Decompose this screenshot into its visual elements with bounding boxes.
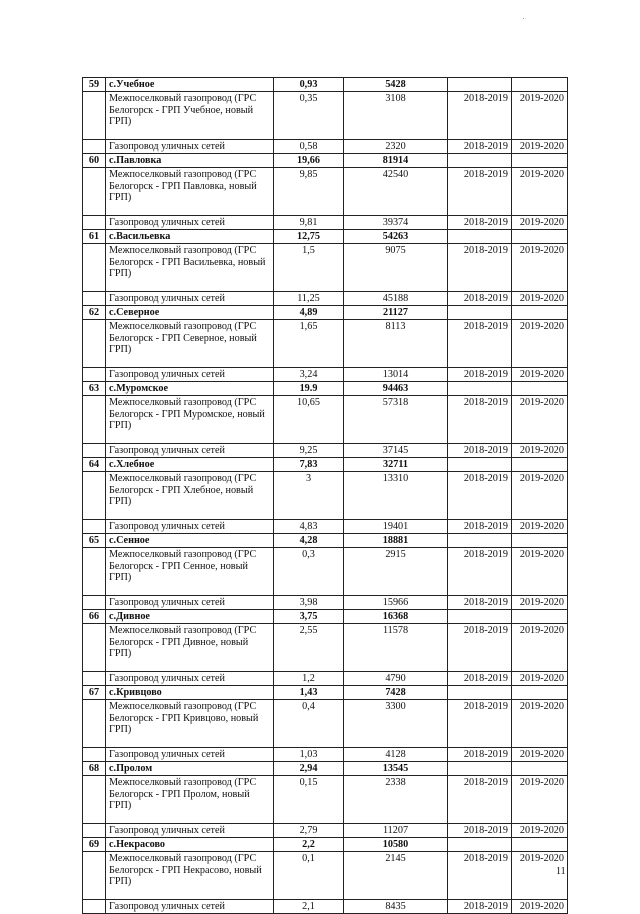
- street-pipeline-cost: 37145: [344, 444, 448, 458]
- inter-pipeline-name: Межпоселковый газопровод (ГРС Белогорск - ГРП Учебное, новый ГРП): [106, 92, 274, 140]
- inter-pipeline-length: 2,55: [274, 624, 344, 672]
- village-name: с.Дивное: [106, 610, 274, 624]
- village-length: 19.9: [274, 382, 344, 396]
- empty-cell: [512, 154, 568, 168]
- empty-cell: [448, 382, 512, 396]
- inter-pipeline-name: Межпоселковый газопровод (ГРС Белогорск - ГРП Муромское, новый ГРП): [106, 396, 274, 444]
- inter-pipeline-cost: 42540: [344, 168, 448, 216]
- inter-settlement-row: [83, 168, 568, 216]
- street-pipeline-name: Газопровод уличных сетей: [106, 824, 274, 838]
- inter-settlement-row: [83, 624, 568, 672]
- street-pipeline-length: 2,1: [274, 900, 344, 914]
- inter-pipeline-cost: 57318: [344, 396, 448, 444]
- row-number: 69: [83, 838, 106, 852]
- inter-pipeline-cost: 9075: [344, 244, 448, 292]
- street-network-row: [83, 672, 568, 686]
- street-pipeline-period-2: 2019-2020: [512, 824, 568, 838]
- inter-pipeline-cost: 2915: [344, 548, 448, 596]
- empty-cell: [83, 320, 106, 368]
- empty-cell: [83, 776, 106, 824]
- village-length: 3,75: [274, 610, 344, 624]
- empty-cell: [448, 458, 512, 472]
- street-pipeline-name: Газопровод уличных сетей: [106, 368, 274, 382]
- inter-pipeline-name: Межпоселковый газопровод (ГРС Белогорск - ГРП Павловка, новый ГРП): [106, 168, 274, 216]
- empty-cell: [448, 686, 512, 700]
- empty-cell: [512, 230, 568, 244]
- empty-cell: [448, 534, 512, 548]
- empty-cell: [83, 900, 106, 914]
- inter-pipeline-length: 3: [274, 472, 344, 520]
- village-name: с.Кривцово: [106, 686, 274, 700]
- street-pipeline-period-1: 2018-2019: [448, 672, 512, 686]
- row-number: 61: [83, 230, 106, 244]
- village-row: [83, 78, 568, 92]
- street-pipeline-period-2: 2019-2020: [512, 596, 568, 610]
- inter-pipeline-period-2: 2019-2020: [512, 852, 568, 900]
- gas-pipeline-table: [82, 77, 568, 914]
- street-pipeline-length: 4,83: [274, 520, 344, 534]
- village-length: 1,43: [274, 686, 344, 700]
- street-pipeline-period-2: 2019-2020: [512, 520, 568, 534]
- inter-pipeline-cost: 8113: [344, 320, 448, 368]
- empty-cell: [512, 382, 568, 396]
- inter-pipeline-period-1: 2018-2019: [448, 700, 512, 748]
- inter-pipeline-name: Межпоселковый газопровод (ГРС Белогорск - ГРП Пролом, новый ГРП): [106, 776, 274, 824]
- empty-cell: [83, 472, 106, 520]
- street-pipeline-name: Газопровод уличных сетей: [106, 444, 274, 458]
- empty-cell: [83, 444, 106, 458]
- village-length: 19,66: [274, 154, 344, 168]
- village-name: с.Пролом: [106, 762, 274, 776]
- row-number: 65: [83, 534, 106, 548]
- street-pipeline-period-2: 2019-2020: [512, 140, 568, 154]
- village-row: [83, 686, 568, 700]
- village-length: 2,94: [274, 762, 344, 776]
- empty-cell: [448, 230, 512, 244]
- village-name: с.Сенное: [106, 534, 274, 548]
- row-number: 67: [83, 686, 106, 700]
- scan-speck: [523, 18, 524, 19]
- street-pipeline-period-2: 2019-2020: [512, 748, 568, 762]
- street-pipeline-length: 1,03: [274, 748, 344, 762]
- inter-pipeline-length: 1,65: [274, 320, 344, 368]
- empty-cell: [83, 852, 106, 900]
- inter-pipeline-length: 0,35: [274, 92, 344, 140]
- village-length: 0,93: [274, 78, 344, 92]
- village-cost: 16368: [344, 610, 448, 624]
- inter-settlement-row: [83, 700, 568, 748]
- empty-cell: [448, 306, 512, 320]
- empty-cell: [83, 168, 106, 216]
- street-pipeline-length: 0,58: [274, 140, 344, 154]
- empty-cell: [83, 520, 106, 534]
- village-cost: 13545: [344, 762, 448, 776]
- empty-cell: [448, 78, 512, 92]
- street-pipeline-cost: 15966: [344, 596, 448, 610]
- village-name: с.Павловка: [106, 154, 274, 168]
- street-pipeline-length: 3,98: [274, 596, 344, 610]
- inter-pipeline-length: 10,65: [274, 396, 344, 444]
- street-network-row: [83, 748, 568, 762]
- village-name: с.Муромское: [106, 382, 274, 396]
- village-length: 2,2: [274, 838, 344, 852]
- empty-cell: [512, 534, 568, 548]
- empty-cell: [512, 686, 568, 700]
- village-name: с.Учебное: [106, 78, 274, 92]
- empty-cell: [83, 244, 106, 292]
- empty-cell: [512, 306, 568, 320]
- inter-settlement-row: [83, 776, 568, 824]
- empty-cell: [83, 92, 106, 140]
- village-cost: 21127: [344, 306, 448, 320]
- street-pipeline-period-2: 2019-2020: [512, 444, 568, 458]
- street-pipeline-length: 2,79: [274, 824, 344, 838]
- street-pipeline-period-1: 2018-2019: [448, 596, 512, 610]
- street-pipeline-period-1: 2018-2019: [448, 140, 512, 154]
- inter-pipeline-period-1: 2018-2019: [448, 548, 512, 596]
- empty-cell: [512, 78, 568, 92]
- empty-cell: [83, 140, 106, 154]
- street-pipeline-name: Газопровод уличных сетей: [106, 672, 274, 686]
- empty-cell: [512, 610, 568, 624]
- village-row: [83, 458, 568, 472]
- street-pipeline-name: Газопровод уличных сетей: [106, 520, 274, 534]
- village-row: [83, 306, 568, 320]
- street-pipeline-period-1: 2018-2019: [448, 368, 512, 382]
- street-pipeline-period-1: 2018-2019: [448, 520, 512, 534]
- street-network-row: [83, 900, 568, 914]
- inter-settlement-row: [83, 548, 568, 596]
- street-pipeline-period-2: 2019-2020: [512, 900, 568, 914]
- inter-settlement-row: [83, 320, 568, 368]
- empty-cell: [448, 154, 512, 168]
- row-number: 66: [83, 610, 106, 624]
- inter-pipeline-cost: 13310: [344, 472, 448, 520]
- village-row: [83, 838, 568, 852]
- village-name: с.Васильевка: [106, 230, 274, 244]
- inter-settlement-row: [83, 396, 568, 444]
- inter-pipeline-length: 0,4: [274, 700, 344, 748]
- empty-cell: [512, 762, 568, 776]
- street-network-row: [83, 140, 568, 154]
- inter-pipeline-length: 0,1: [274, 852, 344, 900]
- empty-cell: [83, 548, 106, 596]
- street-network-row: [83, 368, 568, 382]
- inter-pipeline-cost: 11578: [344, 624, 448, 672]
- street-pipeline-cost: 4128: [344, 748, 448, 762]
- inter-pipeline-period-2: 2019-2020: [512, 244, 568, 292]
- inter-pipeline-length: 9,85: [274, 168, 344, 216]
- empty-cell: [512, 458, 568, 472]
- village-cost: 5428: [344, 78, 448, 92]
- inter-pipeline-period-1: 2018-2019: [448, 320, 512, 368]
- empty-cell: [83, 748, 106, 762]
- empty-cell: [512, 838, 568, 852]
- village-length: 7,83: [274, 458, 344, 472]
- inter-pipeline-length: 0,3: [274, 548, 344, 596]
- village-length: 4,28: [274, 534, 344, 548]
- street-pipeline-name: Газопровод уличных сетей: [106, 216, 274, 230]
- inter-pipeline-cost: 2145: [344, 852, 448, 900]
- inter-pipeline-period-2: 2019-2020: [512, 548, 568, 596]
- village-row: [83, 382, 568, 396]
- inter-pipeline-period-1: 2018-2019: [448, 92, 512, 140]
- row-number: 59: [83, 78, 106, 92]
- inter-pipeline-cost: 3108: [344, 92, 448, 140]
- inter-pipeline-period-2: 2019-2020: [512, 700, 568, 748]
- village-row: [83, 230, 568, 244]
- inter-pipeline-length: 1,5: [274, 244, 344, 292]
- street-pipeline-length: 9,25: [274, 444, 344, 458]
- inter-pipeline-period-2: 2019-2020: [512, 776, 568, 824]
- empty-cell: [83, 292, 106, 306]
- street-pipeline-cost: 39374: [344, 216, 448, 230]
- inter-pipeline-period-1: 2018-2019: [448, 852, 512, 900]
- street-pipeline-period-2: 2019-2020: [512, 216, 568, 230]
- inter-pipeline-name: Межпоселковый газопровод (ГРС Белогорск - ГРП Северное, новый ГРП): [106, 320, 274, 368]
- inter-pipeline-cost: 3300: [344, 700, 448, 748]
- village-cost: 32711: [344, 458, 448, 472]
- street-pipeline-name: Газопровод уличных сетей: [106, 292, 274, 306]
- street-network-row: [83, 292, 568, 306]
- empty-cell: [83, 824, 106, 838]
- empty-cell: [448, 762, 512, 776]
- table-body: [83, 78, 568, 914]
- inter-pipeline-period-1: 2018-2019: [448, 396, 512, 444]
- street-pipeline-cost: 4790: [344, 672, 448, 686]
- village-row: [83, 610, 568, 624]
- inter-pipeline-name: Межпоселковый газопровод (ГРС Белогорск - ГРП Кривцово, новый ГРП): [106, 700, 274, 748]
- street-pipeline-period-1: 2018-2019: [448, 216, 512, 230]
- inter-pipeline-length: 0,15: [274, 776, 344, 824]
- village-row: [83, 154, 568, 168]
- inter-pipeline-period-2: 2019-2020: [512, 624, 568, 672]
- row-number: 64: [83, 458, 106, 472]
- village-cost: 18881: [344, 534, 448, 548]
- street-pipeline-length: 1,2: [274, 672, 344, 686]
- inter-pipeline-name: Межпоселковый газопровод (ГРС Белогорск - ГРП Сенное, новый ГРП): [106, 548, 274, 596]
- empty-cell: [448, 610, 512, 624]
- street-pipeline-name: Газопровод уличных сетей: [106, 900, 274, 914]
- street-pipeline-cost: 11207: [344, 824, 448, 838]
- empty-cell: [83, 596, 106, 610]
- empty-cell: [83, 368, 106, 382]
- street-pipeline-length: 11,25: [274, 292, 344, 306]
- street-pipeline-cost: 13014: [344, 368, 448, 382]
- inter-pipeline-name: Межпоселковый газопровод (ГРС Белогорск - ГРП Васильевка, новый ГРП): [106, 244, 274, 292]
- inter-pipeline-cost: 2338: [344, 776, 448, 824]
- village-length: 4,89: [274, 306, 344, 320]
- street-pipeline-cost: 2320: [344, 140, 448, 154]
- inter-pipeline-period-2: 2019-2020: [512, 396, 568, 444]
- inter-pipeline-period-1: 2018-2019: [448, 776, 512, 824]
- street-pipeline-cost: 8435: [344, 900, 448, 914]
- village-cost: 81914: [344, 154, 448, 168]
- empty-cell: [83, 216, 106, 230]
- village-cost: 10580: [344, 838, 448, 852]
- street-pipeline-period-2: 2019-2020: [512, 368, 568, 382]
- street-pipeline-name: Газопровод уличных сетей: [106, 748, 274, 762]
- inter-settlement-row: [83, 92, 568, 140]
- village-cost: 94463: [344, 382, 448, 396]
- street-network-row: [83, 520, 568, 534]
- inter-pipeline-name: Межпоселковый газопровод (ГРС Белогорск - ГРП Некрасово, новый ГРП): [106, 852, 274, 900]
- street-network-row: [83, 216, 568, 230]
- empty-cell: [83, 672, 106, 686]
- inter-settlement-row: [83, 852, 568, 900]
- row-number: 62: [83, 306, 106, 320]
- street-pipeline-length: 3,24: [274, 368, 344, 382]
- street-pipeline-period-2: 2019-2020: [512, 672, 568, 686]
- village-name: с.Некрасово: [106, 838, 274, 852]
- inter-pipeline-period-1: 2018-2019: [448, 472, 512, 520]
- inter-pipeline-period-2: 2019-2020: [512, 320, 568, 368]
- inter-pipeline-period-2: 2019-2020: [512, 92, 568, 140]
- street-network-row: [83, 444, 568, 458]
- street-pipeline-period-1: 2018-2019: [448, 900, 512, 914]
- street-network-row: [83, 596, 568, 610]
- village-name: с.Северное: [106, 306, 274, 320]
- village-row: [83, 762, 568, 776]
- empty-cell: [83, 396, 106, 444]
- village-cost: 54263: [344, 230, 448, 244]
- inter-pipeline-period-1: 2018-2019: [448, 624, 512, 672]
- inter-settlement-row: [83, 244, 568, 292]
- street-pipeline-period-1: 2018-2019: [448, 444, 512, 458]
- row-number: 60: [83, 154, 106, 168]
- inter-pipeline-period-2: 2019-2020: [512, 168, 568, 216]
- village-row: [83, 534, 568, 548]
- inter-pipeline-name: Межпоселковый газопровод (ГРС Белогорск - ГРП Дивное, новый ГРП): [106, 624, 274, 672]
- street-pipeline-period-2: 2019-2020: [512, 292, 568, 306]
- inter-settlement-row: [83, 472, 568, 520]
- village-length: 12,75: [274, 230, 344, 244]
- empty-cell: [448, 838, 512, 852]
- street-pipeline-cost: 19401: [344, 520, 448, 534]
- inter-pipeline-period-1: 2018-2019: [448, 244, 512, 292]
- empty-cell: [83, 624, 106, 672]
- street-pipeline-name: Газопровод уличных сетей: [106, 596, 274, 610]
- street-pipeline-period-1: 2018-2019: [448, 292, 512, 306]
- inter-pipeline-name: Межпоселковый газопровод (ГРС Белогорск - ГРП Хлебное, новый ГРП): [106, 472, 274, 520]
- street-pipeline-period-1: 2018-2019: [448, 824, 512, 838]
- page-number: 11: [556, 866, 566, 877]
- village-cost: 7428: [344, 686, 448, 700]
- street-pipeline-name: Газопровод уличных сетей: [106, 140, 274, 154]
- empty-cell: [83, 700, 106, 748]
- inter-pipeline-period-1: 2018-2019: [448, 168, 512, 216]
- inter-pipeline-period-2: 2019-2020: [512, 472, 568, 520]
- street-pipeline-cost: 45188: [344, 292, 448, 306]
- street-network-row: [83, 824, 568, 838]
- village-name: с.Хлебное: [106, 458, 274, 472]
- street-pipeline-length: 9,81: [274, 216, 344, 230]
- row-number: 68: [83, 762, 106, 776]
- row-number: 63: [83, 382, 106, 396]
- street-pipeline-period-1: 2018-2019: [448, 748, 512, 762]
